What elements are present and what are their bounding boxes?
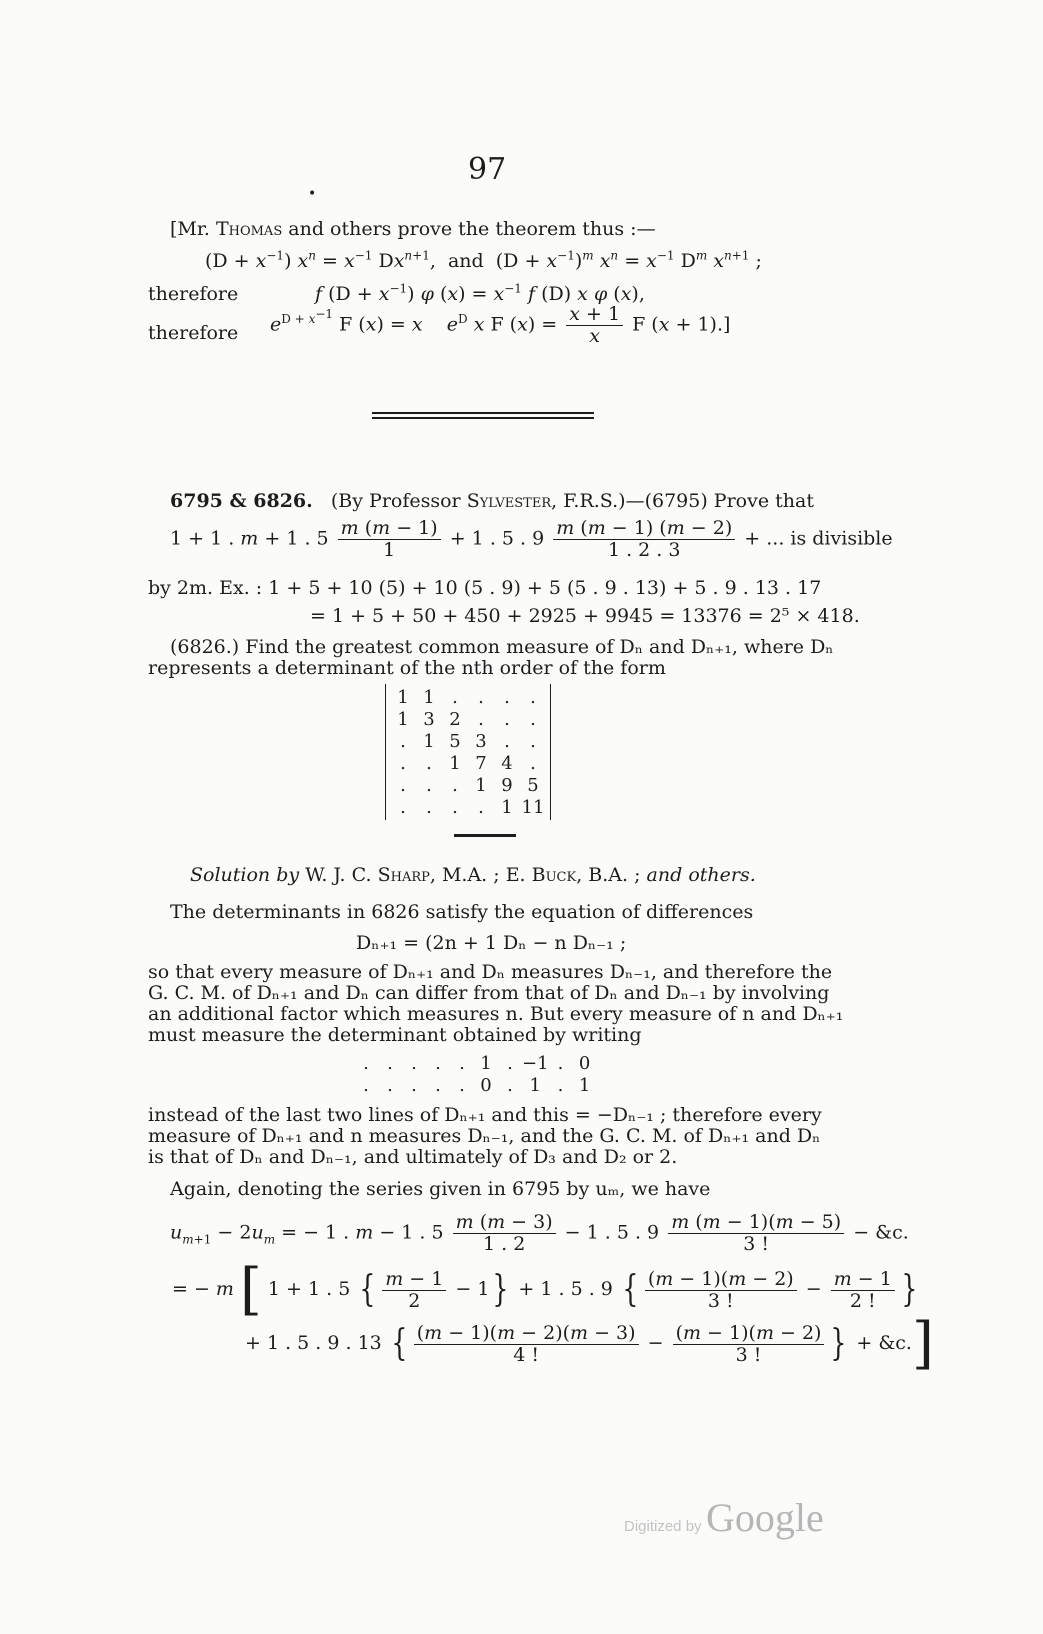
determinant-row [390,686,546,708]
determinant-row [390,708,546,730]
example-line-2: = 1 + 5 + 50 + 450 + 2925 + 9945 = 13376 = 2⁵ × 418. [310,605,860,627]
determinant-cell: . [504,686,510,708]
thomas-eq1: $(D + x^{-1})$ $x^n = x^{-1}$ $Dx^{n+1}$, and $(D + x^{-1})^m$ $x^n = x^{-1}$ $D^m$ $x^{n+1}$ ; [205,248,762,272]
replacement-cell: 0 [578,1052,591,1074]
determinant-cell: . [504,730,510,752]
replacement-cell: . [507,1074,513,1096]
solution-heading: Solution by W. J. C. Sharp, M.A. ; E. Buck, B.A. ; and others. [190,864,756,886]
replacement-cell: . [411,1074,417,1096]
determinant-cell: 7 [475,752,487,774]
determinant-cell: . [426,774,432,796]
replacement-cell: . [387,1052,393,1074]
page-number: 97 [468,152,507,187]
determinant-cell: 1 [475,774,487,796]
solution-p3-line: instead of the last two lines of Dₙ₊₁ and this = −Dₙ₋₁ ; therefore every [148,1104,822,1126]
replacement-cell: . [459,1074,465,1096]
determinant-cell: 3 [475,730,487,752]
replacement-table [354,1052,597,1096]
determinant-cell: 9 [501,774,513,796]
determinant-cell: 1 [397,708,409,730]
um-equation-3: + 1 . 5 . 9 . 13 { $\frac{(m - 1)(m - 2)(m - 3)}{4 !}$ − $\frac{(m - 1)(m - 2)}{3 !}$ } + &c.] [245,1311,934,1376]
determinant-table [390,686,546,818]
example-line-1: by 2m. Ex. : 1 + 5 + 10 (5) + 10 (5 . 9) + 5 (5 . 9 . 13) + 5 . 9 . 13 . 17 [148,577,822,599]
determinant-cell: . [400,730,406,752]
replacement-cell: 1 [578,1074,591,1096]
solution-p3-line: measure of Dₙ₊₁ and n measures Dₙ₋₁, and the G. C. M. of Dₙ₊₁ and Dₙ [148,1125,821,1147]
solution-p2-line: G. C. M. of Dₙ₊₁ and Dₙ can differ from that of Dₙ and Dₙ₋₁ by involving [148,982,830,1004]
determinant-cell: . [478,686,484,708]
replacement-cell: . [387,1074,393,1096]
replacement-cell: . [411,1052,417,1074]
determinant-cell: . [452,796,458,818]
thomas-eq3: $e^{D + x^{-1}}$ F (x) = x $e^D$ x F (x) = $\frac{x + 1}{x}$ F (x + 1).] [270,303,731,347]
replacement-cell: −1 [522,1052,549,1074]
thomas-intro: [Mr. Thomas and others prove the theorem thus :— [170,218,656,240]
replacement-cell: . [557,1052,564,1074]
determinant-cell: . [530,730,536,752]
determinant-cell: . [530,752,536,774]
series-formula: 1 + 1 . m + 1 . 5 $\frac{m (m - 1)}{1}$ + 1 . 5 . 9 $\frac{m (m - 1) (m - 2)}{1 . 2 . 3}$ + ... is divisible [170,517,893,561]
determinant-cell: . [426,752,432,774]
determinant-cell: . [478,708,484,730]
determinant-cell: 1 [397,686,409,708]
therefore-2: therefore [148,322,239,344]
determinant-cell: 2 [449,708,461,730]
google-logo-text: Google [706,1495,824,1540]
um-equation-2: = − m [ 1 + 1 . 5 { $\frac{m - 1}{2}$ − 1} + 1 . 5 . 9 { $\frac{(m - 1)(m - 2)}{3 !}$ − $\frac{m - 1}{2 !}$ } [172,1257,918,1322]
determinant-cell: 11 [521,796,545,818]
replacement-cell: 1 [480,1052,492,1074]
solution-p2 [148,962,843,1046]
determinant-cell: . [530,686,536,708]
determinant-cell: . [504,708,510,730]
replacement-row [354,1052,597,1074]
replacement-cell: . [557,1074,564,1096]
determinant-row [390,730,546,752]
q6826-line-1: (6826.) Find the greatest common measure of Dₙ and Dₙ₊₁, where Dₙ [170,636,834,658]
therefore-1: therefore [148,283,239,305]
replacement-cell: . [435,1074,441,1096]
determinant-row [390,752,546,774]
separator-rule-bottom [372,417,594,419]
solution-p4: Again, denoting the series given in 6795 by uₘ, we have [170,1178,711,1200]
determinant-cell: . [452,774,458,796]
solution-p3 [148,1105,822,1168]
replacement-cell: . [459,1052,465,1074]
determinant [385,684,551,820]
determinant-cell: 1 [501,796,513,818]
replacement-cell: . [507,1052,513,1074]
determinant-cell: . [478,796,484,818]
solution-p2-line: so that every measure of Dₙ₊₁ and Dₙ measures Dₙ₋₁, and therefore the [148,961,833,983]
q6826-line-2: represents a determinant of the nth order of the form [148,657,666,679]
um-equation-1: $u_{m+1} - 2u_m$ = − 1 . m − 1 . 5 $\frac{m (m - 3)}{1 . 2}$ − 1 . 5 . 9 $\frac{m (m - 1)(m - 5)}{3 !}$ − &c. [170,1211,909,1255]
solution-eq1: Dₙ₊₁ = (2n + 1 Dₙ − n Dₙ₋₁ ; [356,932,627,954]
short-rule [454,834,516,837]
determinant-row [390,796,546,818]
determinant-cell: . [400,752,406,774]
determinant-cell: . [400,796,406,818]
replacement-cell: 1 [529,1074,541,1096]
thomas-eq2: f $(D + x^{-1})$ φ $(x) = x^{-1}$ f (D) x φ (x), [315,281,645,305]
determinant-cell: 5 [527,774,539,796]
replacement-cell: 0 [480,1074,492,1096]
solution-p1: The determinants in 6826 satisfy the equation of differences [170,901,754,923]
determinant-cell: 4 [501,752,513,774]
determinant-cell: . [530,708,536,730]
question-header: 6795 & 6826. (By Professor Sylvester, F.R.S.)—(6795) Prove that [170,490,814,512]
separator-rule-top [372,412,594,414]
replacement-rows [354,1052,597,1096]
determinant-cell: 1 [423,686,435,708]
replacement-row [354,1074,597,1096]
replacement-cell: . [435,1052,441,1074]
determinant-cell: 3 [423,708,435,730]
replacement-cell: . [363,1052,369,1074]
stray-dot: • [308,186,317,202]
replacement-cell: . [363,1074,369,1096]
solution-p2-line: must measure the determinant obtained by writing [148,1024,642,1046]
determinant-cell: . [452,686,458,708]
determinant-cell: 1 [449,752,461,774]
determinant-cell: . [400,774,406,796]
question-number: 6795 & 6826. [170,490,313,512]
digitized-by-label: Digitized by [624,1518,702,1535]
determinant-row [390,774,546,796]
determinant-cell: 5 [449,730,461,752]
determinant-cell: 1 [423,730,435,752]
solution-p2-line: an additional factor which measures n. But every measure of n and Dₙ₊₁ [148,1003,844,1025]
determinant-cell: . [426,796,432,818]
solution-p3-line: is that of Dₙ and Dₙ₋₁, and ultimately of D₃ and D₂ or 2. [148,1146,678,1168]
